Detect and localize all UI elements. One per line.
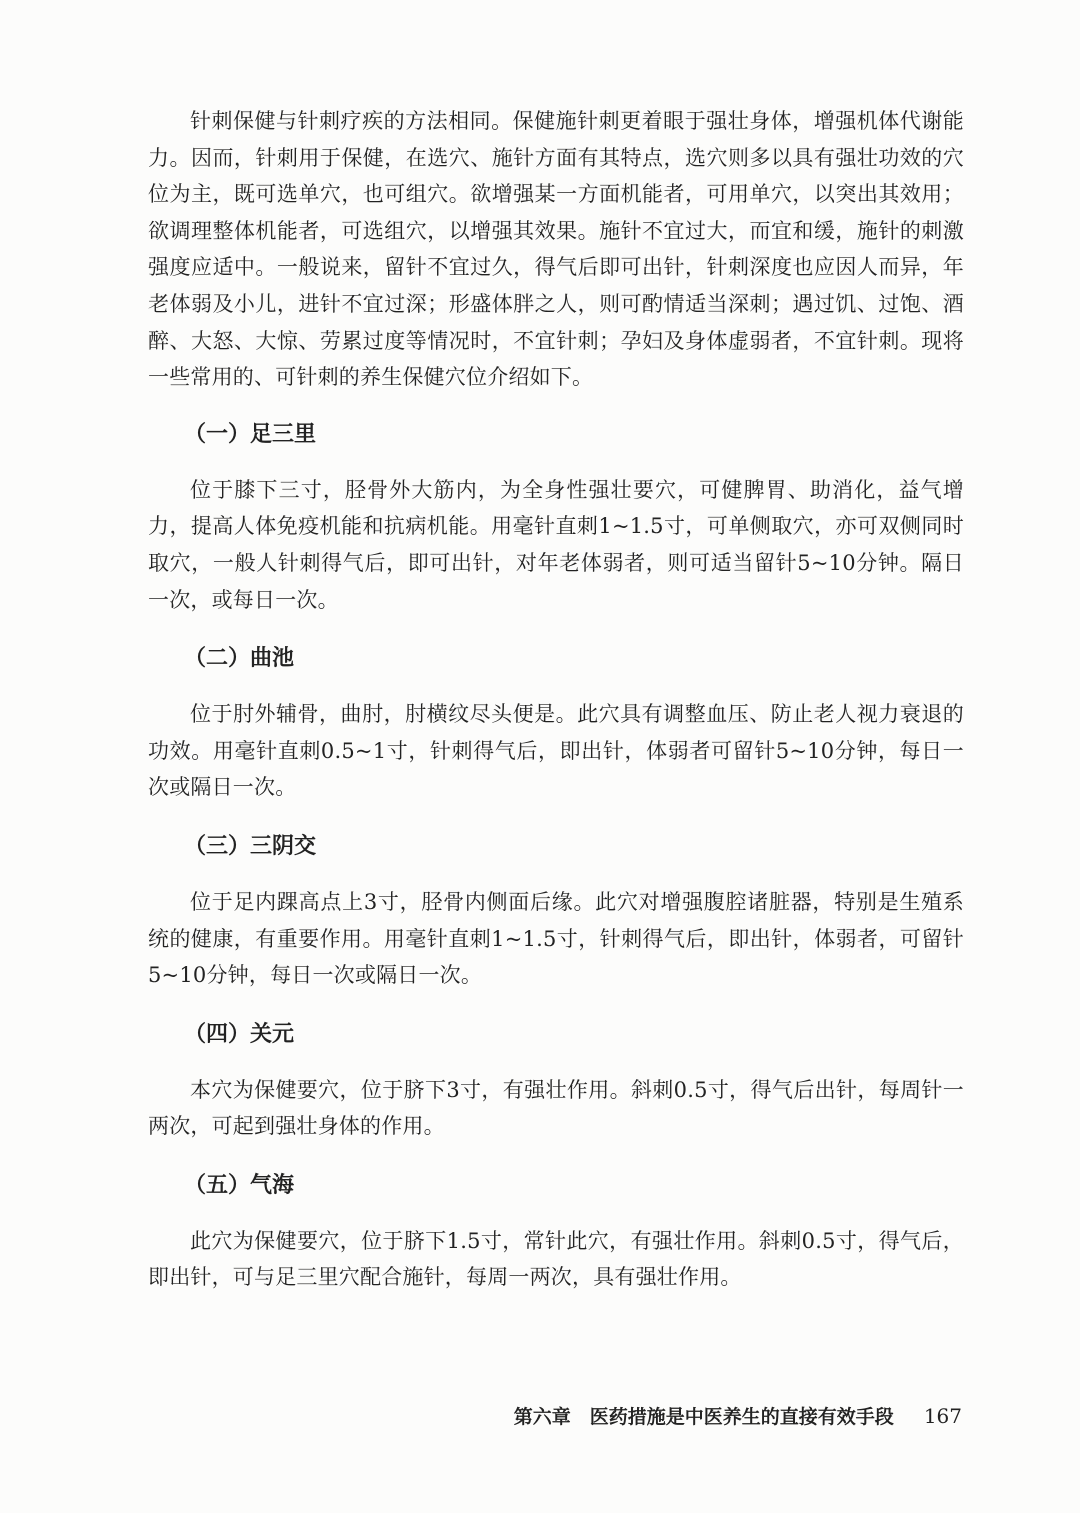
chapter-title: 第六章 医药措施是中医养生的直接有效手段 <box>513 1406 894 1428</box>
section-text-guanyuan: 本穴为保健要穴，位于脐下3寸，有强壮作用。斜刺0.5寸，得气后出针，每周针一两次，可起到强壮身体的作用。 <box>148 1077 964 1139</box>
section-text-quchi: 位于肘外辅骨，曲肘，肘横纹尽头便是。此穴具有调整血压、防止老人视力衰退的功效。用毫针直刺0.5~1寸，针刺得气后，即出针，体弱者可留针5~10分钟，每日一次或隔日一次。 <box>148 702 964 800</box>
page-body <box>148 103 964 1296</box>
section-heading-zusanli: （一）足三里 <box>184 420 317 447</box>
intro-paragraph: 针刺保健与针刺疗疾的方法相同。保健施针刺更着眼于强壮身体，增强机体代谢能力。因而，针刺用于保健，在选穴、施针方面有其特点，选穴则多以具有强壮功效的穴位为主，既可选单穴，也可组穴。欲增强某一方面机能者，可用单穴，以突出其效用；欲调理整体机能者，可选组穴，以增强其效果。施针不宜过大，而宜和缓，施针的刺激强度应适中。一般说来，留针不宜过久，得气后即可出针，针刺深度也应因人而异，年老体弱及小儿，进针不宜过深；形盛体胖之人，则可酌情适当深刺；遇过饥、过饱、酒醉、大怒、大惊、劳累过度等情况时，不宜针刺；孕妇及身体虚弱者，不宜针刺。现将一些常用的、可针刺的养生保健穴位介绍如下。 <box>148 109 964 390</box>
section-heading-guanyuan: （四）关元 <box>184 1020 295 1047</box>
page-footer <box>514 1402 962 1429</box>
section-heading-quchi: （二）曲池 <box>184 645 295 672</box>
section-text-zusanli: 位于膝下三寸，胫骨外大筋内，为全身性强壮要穴，可健脾胃、助消化，益气增力，提高人体免疫机能和抗病机能。用毫针直刺1~1.5寸，可单侧取穴，亦可双侧同时取穴，一般人针刺得气后，即可出针，对年老体弱者，则可适当留针5~10分钟。隔日一次，或每日一次。 <box>148 477 964 612</box>
section-heading-sanyinjiao: （三）三阴交 <box>184 832 317 859</box>
section-text-sanyinjiao: 位于足内踝高点上3寸，胫骨内侧面后缘。此穴对增强腹腔诸脏器，特别是生殖系统的健康，有重要作用。用毫针直刺1~1.5寸，针刺得气后，即出针，体弱者，可留针5~10分钟，每日一次或隔日一次。 <box>148 889 964 988</box>
section-text-qihai: 此穴为保健要穴，位于脐下1.5寸，常针此穴，有强壮作用。斜刺0.5寸，得气后，即出针，可与足三里穴配合施针，每周一两次，具有强壮作用。 <box>148 1228 964 1290</box>
page-number: 167 <box>923 1404 962 1428</box>
section-heading-qihai: （五）气海 <box>184 1171 295 1198</box>
